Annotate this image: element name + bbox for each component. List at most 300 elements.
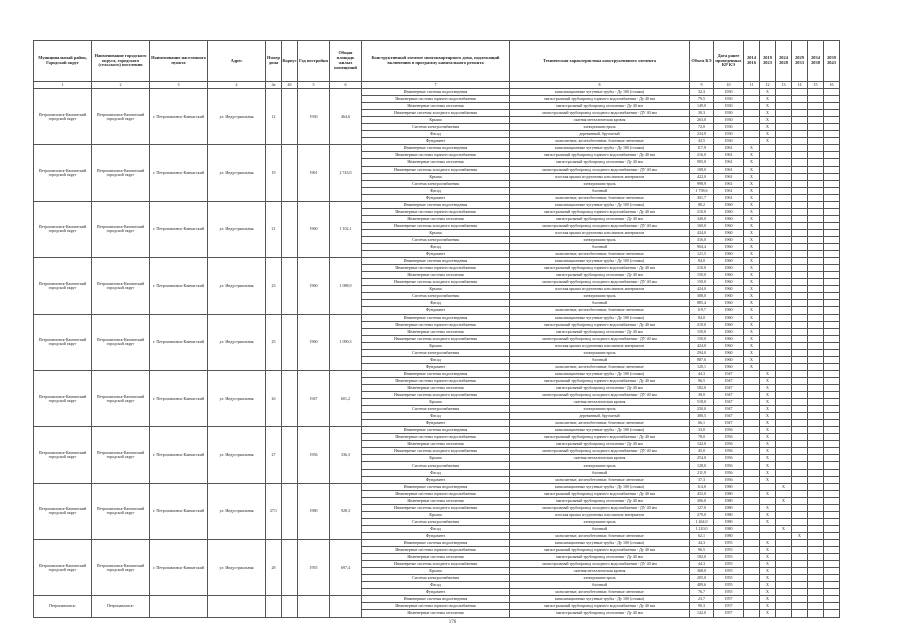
period-cell (744, 610, 760, 617)
spec-cell: магистральный трубопровод отопления - Дy 40 мм (510, 554, 690, 561)
building-cell (282, 427, 298, 483)
spec-cell: магистральный трубопровод отопления - Дy 40 мм (510, 159, 690, 166)
period-cell (760, 314, 776, 321)
district-cell: Петропавловск-Камчатский городской округ (34, 370, 92, 426)
period-cell (808, 349, 824, 356)
volume-cell: 301,7 (690, 194, 714, 201)
period-mark: X (760, 582, 776, 589)
period-cell (808, 462, 824, 469)
period-mark: X (760, 384, 776, 391)
period-mark: X (744, 356, 760, 363)
period-mark: X (744, 152, 760, 159)
period-cell (808, 441, 824, 448)
house-number-cell (266, 596, 282, 617)
element-cell: Инженерные системы отопления (362, 441, 510, 448)
period-mark: X (744, 187, 760, 194)
element-cell: Инженерные системы отопления (362, 328, 510, 335)
period-cell (776, 229, 792, 236)
element-cell: Фундамент (362, 589, 510, 596)
period-cell (808, 511, 824, 518)
period-mark: X (760, 490, 776, 497)
volume-cell: 127,0 (690, 504, 714, 511)
period-cell (760, 173, 776, 180)
spec-cell: монолитные, железобетонные, бочечные ленточные (510, 532, 690, 539)
period-cell (792, 208, 808, 215)
period-cell (792, 547, 808, 554)
date-cell: 1957 (714, 596, 744, 603)
period-mark: X (760, 518, 776, 525)
period-cell (792, 145, 808, 152)
element-cell: Крыша (362, 568, 510, 575)
date-cell: 1980 (714, 490, 744, 497)
element-cell: Инженерные системы водоотведения (362, 145, 510, 152)
area-cell: 2 743,0 (330, 145, 362, 201)
period-mark: X (760, 441, 776, 448)
volume-cell: 905,0 (690, 159, 714, 166)
period-cell (808, 575, 824, 582)
period-mark: X (744, 166, 760, 173)
volume-cell: 142,0 (690, 610, 714, 617)
spec-cell: плоская крыша из рулонных или мягких материалов (510, 286, 690, 293)
period-cell (744, 138, 760, 145)
date-cell: 1930 (714, 89, 744, 96)
period-cell (792, 166, 808, 173)
date-cell: 1960 (714, 321, 744, 328)
date-cell: 1960 (714, 300, 744, 307)
period-mark: X (776, 483, 792, 490)
element-cell: Инженерные системы водоотведения (362, 427, 510, 434)
period-cell (776, 103, 792, 110)
date-cell: 1955 (714, 540, 744, 547)
period-mark: X (744, 208, 760, 215)
column-header: Техническая характеристика конструктивного элемента (510, 41, 690, 82)
element-cell: Инженерные системы холодного водоснабжения (362, 448, 510, 455)
table-row (34, 89, 840, 96)
period-cell (776, 272, 792, 279)
period-mark: X (744, 145, 760, 152)
period-cell (792, 131, 808, 138)
column-number: 9 (690, 82, 714, 89)
period-mark: X (744, 279, 760, 286)
building-cell (282, 258, 298, 314)
element-cell: Фундамент (362, 194, 510, 201)
element-cell: Крыша (362, 286, 510, 293)
volume-cell: 368,0 (690, 568, 714, 575)
element-cell: Система электроснабжения (362, 462, 510, 469)
period-mark: X (760, 392, 776, 399)
date-cell: 1955 (714, 589, 744, 596)
year-cell: 1956 (298, 427, 330, 483)
period-cell (776, 307, 792, 314)
period-cell (792, 441, 808, 448)
column-header: Конструктивный элемент многоквартирного дома, подлежащий включению в программу капитального ремонта (362, 41, 510, 82)
period-cell (808, 293, 824, 300)
period-cell (824, 427, 840, 434)
column-header: 2019 2023 (760, 41, 776, 82)
period-cell (824, 279, 840, 286)
date-cell: 1961 (714, 152, 744, 159)
element-cell: Фундамент (362, 532, 510, 539)
date-cell: 1960 (714, 286, 744, 293)
period-cell (808, 335, 824, 342)
period-cell (824, 377, 840, 384)
period-cell (760, 187, 776, 194)
element-cell: Инженерные системы горячего водоснабжения (362, 208, 510, 215)
spec-cell: электромагистраль (510, 124, 690, 131)
spec-cell: электромагистраль (510, 293, 690, 300)
element-cell: Инженерные системы водоотведения (362, 596, 510, 603)
settlement-cell: Петропавловск-Камчатский городской округ (92, 540, 150, 596)
year-cell: 1955 (298, 540, 330, 596)
period-cell (792, 300, 808, 307)
element-cell: Инженерные системы отопления (362, 103, 510, 110)
element-cell: Инженерные системы горячего водоснабжения (362, 547, 510, 554)
date-cell: 1957 (714, 610, 744, 617)
period-mark: X (760, 568, 776, 575)
period-cell (792, 222, 808, 229)
period-cell (808, 229, 824, 236)
period-mark: X (744, 321, 760, 328)
period-mark: X (744, 244, 760, 251)
period-mark: X (744, 258, 760, 265)
element-cell: Инженерные системы водоотведения (362, 540, 510, 547)
table-header (34, 41, 840, 89)
volume-cell: 518,0 (690, 399, 714, 406)
locality-cell: г. Петропавловск-Камчатский (150, 89, 208, 145)
spec-cell: блочный (510, 356, 690, 363)
period-cell (744, 462, 760, 469)
table-row (34, 201, 840, 208)
date-cell: 1957 (714, 603, 744, 610)
period-cell (776, 251, 792, 258)
date-cell: 1980 (714, 483, 744, 490)
element-cell: Система электроснабжения (362, 236, 510, 243)
period-cell (776, 236, 792, 243)
period-mark: X (744, 236, 760, 243)
period-cell (776, 279, 792, 286)
period-cell (760, 483, 776, 490)
volume-cell: 308,0 (690, 293, 714, 300)
period-cell (824, 194, 840, 201)
volume-cell: 120,1 (690, 363, 714, 370)
volume-cell: 44,3 (690, 561, 714, 568)
period-cell (824, 265, 840, 272)
house-number-cell: 12 (266, 89, 282, 145)
element-cell: Фундамент (362, 251, 510, 258)
settlement-cell: Петропавловск-Камчатский городской округ (92, 201, 150, 257)
period-cell (776, 293, 792, 300)
period-cell (744, 384, 760, 391)
column-number: 6 (330, 82, 362, 89)
period-cell (824, 399, 840, 406)
column-headers-row (34, 41, 840, 82)
element-cell: Инженерные системы горячего водоснабжения (362, 152, 510, 159)
volume-cell: 234,9 (690, 131, 714, 138)
period-cell (776, 610, 792, 617)
period-cell (824, 356, 840, 363)
period-cell (808, 427, 824, 434)
column-number: 14 (792, 82, 808, 89)
volume-cell: 150,0 (690, 272, 714, 279)
period-cell (792, 265, 808, 272)
element-cell: Инженерные системы горячего водоснабжения (362, 377, 510, 384)
period-cell (808, 448, 824, 455)
volume-cell: 142,0 (690, 441, 714, 448)
period-cell (808, 124, 824, 131)
element-cell: Фасад (362, 469, 510, 476)
period-cell (792, 483, 808, 490)
period-cell (776, 554, 792, 561)
period-mark: X (744, 201, 760, 208)
spec-cell: канализационные чугунные трубы - Дy 100 (стояки) (510, 258, 690, 265)
house-number-cell: 19 (266, 145, 282, 201)
column-number: 4 (208, 82, 266, 89)
period-cell (792, 363, 808, 370)
period-cell (744, 603, 760, 610)
spec-cell: магистральный трубопровод отопления - Дy 40 мм (510, 384, 690, 391)
period-cell (760, 293, 776, 300)
street-cell: ул. Индустриальная (208, 258, 266, 314)
element-cell: Фасад (362, 187, 510, 194)
spec-cell: блочный (510, 244, 690, 251)
street-cell (208, 596, 266, 617)
period-cell (760, 363, 776, 370)
period-cell (824, 476, 840, 483)
period-cell (744, 420, 760, 427)
column-header: Наименование населенного пункта (150, 41, 208, 82)
volume-cell: 119,7 (690, 307, 714, 314)
period-cell (776, 258, 792, 265)
spec-cell: магистральный трубопровод отопления - Дy 40 мм (510, 272, 690, 279)
element-cell: Инженерные системы холодного водоснабжения (362, 222, 510, 229)
period-cell (776, 187, 792, 194)
date-cell: 1980 (714, 504, 744, 511)
period-cell (792, 229, 808, 236)
period-cell (824, 138, 840, 145)
building-cell (282, 370, 298, 426)
volume-cell: 79,5 (690, 96, 714, 103)
spec-cell: электромагистраль (510, 406, 690, 413)
column-header: 2039 2043 (824, 41, 840, 82)
period-cell (824, 518, 840, 525)
element-cell: Система электроснабжения (362, 406, 510, 413)
period-cell (776, 603, 792, 610)
table-row (34, 370, 840, 377)
period-cell (776, 377, 792, 384)
period-cell (808, 265, 824, 272)
column-header: Наименование городского округа, городского (сельского) поселения (92, 41, 150, 82)
spec-cell: магистральный трубопровод отопления - Дy 40 мм (510, 497, 690, 504)
street-cell: ул. Индустриальная (208, 89, 266, 145)
element-cell: Фасад (362, 356, 510, 363)
element-cell: Инженерные системы холодного водоснабжения (362, 335, 510, 342)
period-cell (792, 356, 808, 363)
column-number: 11 (744, 82, 760, 89)
period-cell (776, 138, 792, 145)
date-cell: 1930 (714, 124, 744, 131)
period-mark: X (760, 377, 776, 384)
period-cell (776, 152, 792, 159)
period-cell (744, 377, 760, 384)
period-cell (824, 525, 840, 532)
period-cell (776, 518, 792, 525)
element-cell: Фундамент (362, 363, 510, 370)
period-cell (824, 222, 840, 229)
period-cell (824, 420, 840, 427)
period-mark: X (760, 554, 776, 561)
element-cell: Фундамент (362, 307, 510, 314)
period-cell (808, 392, 824, 399)
period-cell (776, 349, 792, 356)
spec-cell: блочный (510, 187, 690, 194)
period-cell (760, 258, 776, 265)
period-cell (792, 554, 808, 561)
period-cell (792, 420, 808, 427)
period-cell (808, 455, 824, 462)
date-cell: 1956 (714, 469, 744, 476)
column-header: Дата ранее проведенных КР КЭ (714, 41, 744, 82)
year-cell: 1960 (298, 258, 330, 314)
spec-cell: блочный (510, 469, 690, 476)
date-cell: 1960 (714, 208, 744, 215)
date-cell: 1956 (714, 427, 744, 434)
spec-cell: плоская крыша из рулонных или мягких материалов (510, 173, 690, 180)
area-cell (330, 596, 362, 617)
period-cell (808, 547, 824, 554)
period-cell (792, 173, 808, 180)
period-cell (824, 434, 840, 441)
date-cell: 1980 (714, 511, 744, 518)
period-cell (792, 307, 808, 314)
period-cell (744, 568, 760, 575)
spec-cell: канализационные чугунные трубы - Дy 100 (стояки) (510, 483, 690, 490)
period-cell (792, 427, 808, 434)
period-cell (824, 342, 840, 349)
column-header: Корпус (282, 41, 298, 82)
period-mark: X (744, 300, 760, 307)
column-header: Адрес (208, 41, 266, 82)
element-cell: Крыша (362, 342, 510, 349)
spec-cell: магистральный трубопровод холодного водоснабжения - ДУ 40 мм (510, 166, 690, 173)
date-cell: 1961 (714, 159, 744, 166)
element-cell: Фасад (362, 413, 510, 420)
period-mark: X (760, 110, 776, 117)
period-cell (776, 89, 792, 96)
volume-cell: 117,9 (690, 145, 714, 152)
column-number: 2 (92, 82, 150, 89)
date-cell: 1960 (714, 272, 744, 279)
period-cell (792, 236, 808, 243)
volume-cell: 210,0 (690, 321, 714, 328)
volume-cell: 489,6 (690, 582, 714, 589)
period-cell (744, 540, 760, 547)
period-cell (744, 370, 760, 377)
period-cell (808, 117, 824, 124)
period-cell (808, 363, 824, 370)
period-cell (776, 547, 792, 554)
district-cell: Петропавловск-Камчатский городской округ (34, 540, 92, 596)
period-cell (776, 568, 792, 575)
period-mark: X (760, 427, 776, 434)
period-cell (776, 469, 792, 476)
settlement-cell: Петропавловск-Камчатский городской округ (92, 427, 150, 483)
period-cell (760, 236, 776, 243)
period-mark: X (744, 335, 760, 342)
period-cell (776, 314, 792, 321)
volume-cell: 121,5 (690, 251, 714, 258)
period-cell (808, 307, 824, 314)
volume-cell: 72,0 (690, 124, 714, 131)
date-cell: 1947 (714, 384, 744, 391)
period-cell (808, 356, 824, 363)
date-cell: 1947 (714, 392, 744, 399)
spec-cell: электромагистраль (510, 349, 690, 356)
element-cell: Система электроснабжения (362, 180, 510, 187)
period-cell (824, 159, 840, 166)
period-cell (744, 455, 760, 462)
spec-cell: блочный (510, 525, 690, 532)
volume-cell: 279,0 (690, 511, 714, 518)
spec-cell: блочный (510, 300, 690, 307)
period-mark: X (760, 131, 776, 138)
period-mark: X (744, 363, 760, 370)
period-cell (792, 462, 808, 469)
building-cell (282, 314, 298, 370)
period-mark: X (744, 349, 760, 356)
period-cell (808, 300, 824, 307)
period-cell (808, 208, 824, 215)
element-cell: Система электроснабжения (362, 575, 510, 582)
period-cell (824, 251, 840, 258)
period-mark: X (776, 525, 792, 532)
period-cell (760, 208, 776, 215)
element-cell: Инженерные системы отопления (362, 272, 510, 279)
volume-cell: 78,0 (690, 434, 714, 441)
period-cell (792, 399, 808, 406)
date-cell: 1960 (714, 222, 744, 229)
area-cell: 1 090,3 (330, 314, 362, 370)
period-cell (808, 342, 824, 349)
period-cell (760, 222, 776, 229)
element-cell: Система электроснабжения (362, 293, 510, 300)
period-mark: X (744, 307, 760, 314)
spec-cell: электромагистраль (510, 518, 690, 525)
element-cell: Инженерные системы отопления (362, 497, 510, 504)
period-cell (744, 490, 760, 497)
period-cell (744, 511, 760, 518)
period-cell (792, 511, 808, 518)
settlement-cell: Петропавловск-Камчатский городской округ (92, 89, 150, 145)
period-cell (808, 159, 824, 166)
period-cell (776, 561, 792, 568)
period-cell (808, 582, 824, 589)
element-cell: Инженерные системы водоотведения (362, 483, 510, 490)
period-cell (808, 244, 824, 251)
period-cell (808, 596, 824, 603)
period-cell (776, 180, 792, 187)
period-cell (824, 589, 840, 596)
volume-cell: 887,6 (690, 356, 714, 363)
volume-cell: 316,0 (690, 236, 714, 243)
capital-repair-register-table (33, 40, 840, 618)
volume-cell: 23,7 (690, 596, 714, 603)
locality-cell: г. Петропавловск-Камчатский (150, 201, 208, 257)
spec-cell: канализационные чугунные трубы - Дy 100 (стояки) (510, 427, 690, 434)
date-cell: 1955 (714, 554, 744, 561)
period-cell (792, 582, 808, 589)
period-cell (808, 476, 824, 483)
period-cell (808, 201, 824, 208)
